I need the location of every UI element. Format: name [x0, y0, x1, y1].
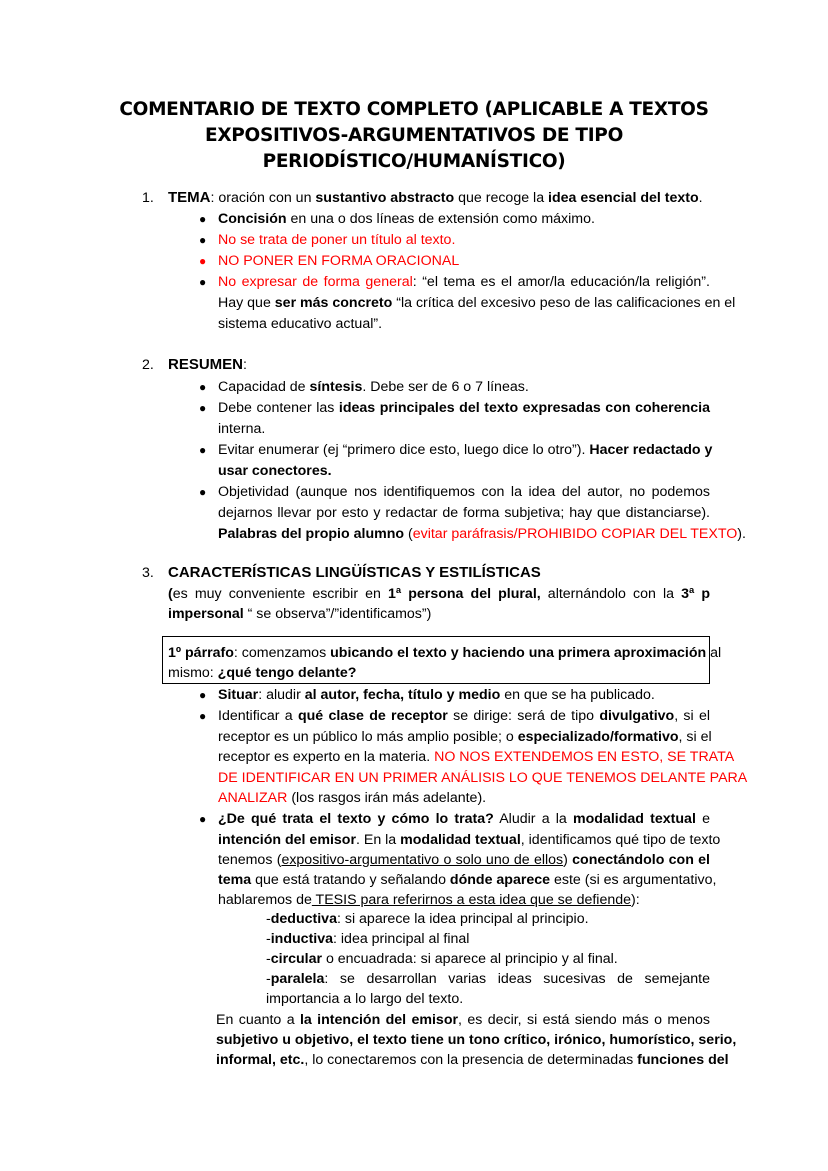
title-line: PERIODÍSTICO/HUMANÍSTICO)	[262, 151, 566, 172]
list-item: No se trata de poner un título al texto.	[218, 232, 456, 248]
bullet-icon: ●	[199, 233, 207, 247]
paragraph-line: (es muy conveniente escribir en 1ª persona del plural, alternándolo con la 3ª p	[168, 586, 710, 602]
list-item-line: DE IDENTIFICAR EN UN PRIMER ANÁLISIS LO QUE TENEMOS DELANTE PARA	[218, 770, 748, 786]
list-item: Concisión en una o dos líneas de extensión como máximo.	[218, 211, 595, 227]
list-item-line: tenemos (expositivo-argumentativo o solo uno de ellos) conectándolo con el	[218, 852, 710, 868]
bullet-icon: ●	[199, 275, 207, 289]
list-item-line: receptor es experto en la materia. NO NOS EXTENDEMOS EN ESTO, SE TRATA	[218, 749, 735, 765]
paragraph-line: En cuanto a la intención del emisor, es decir, si está siendo más o menos	[216, 1012, 710, 1028]
section-2-heading-line: RESUMEN:	[168, 356, 247, 373]
bullet-icon: ●	[199, 812, 207, 826]
sub-item: -paralela: se desarrollan varias ideas sucesivas de semejante	[266, 971, 710, 987]
section-number: 2.	[142, 357, 154, 373]
list-item: NO PONER EN FORMA ORACIONAL	[218, 253, 460, 269]
section-heading: RESUMEN	[168, 356, 244, 373]
list-item: Evitar enumerar (ej “primero dice esto, luego dice lo otro”). Hacer redactado y	[218, 442, 713, 458]
list-item: ¿De qué trata el texto y cómo lo trata? Aludir a la modalidad textual e	[218, 811, 710, 827]
list-item: Objetividad (aunque nos identifiquemos con la idea del autor, no podemos	[218, 484, 710, 500]
section-number: 1.	[142, 190, 154, 206]
list-item: No expresar de forma general: “el tema es el amor/la educación/la religión”.	[218, 274, 710, 290]
bullet-icon: ●	[199, 688, 207, 702]
list-item-line: interna.	[218, 421, 266, 437]
list-item-line: tema que está tratando y señalando dónde aparece este (si es argumentativo,	[218, 872, 717, 888]
list-item-line: sistema educativo actual”.	[218, 316, 383, 332]
list-item-line: hablaremos de TESIS para referirnos a esta idea que se defiende):	[218, 892, 640, 908]
bullet-icon: ●	[199, 212, 207, 226]
list-item: Capacidad de síntesis. Debe ser de 6 o 7 líneas.	[218, 379, 529, 395]
sub-item: -inductiva: idea principal al final	[266, 931, 470, 947]
sub-item: -circular o encuadrada: si aparece al principio y al final.	[266, 951, 618, 967]
list-item-line: Palabras del propio alumno (evitar paráfrasis/PROHIBIDO COPIAR DEL TEXTO).	[218, 526, 746, 542]
title-line: COMENTARIO DE TEXTO COMPLETO (APLICABLE A TEXTOS	[119, 99, 709, 120]
bullet-icon: ●	[199, 709, 207, 723]
list-item-line: receptor es un público lo más amplio posible; o especializado/formativo, si el	[218, 729, 712, 745]
bullet-icon: ●	[199, 254, 207, 268]
box-line: mismo: ¿qué tengo delante?	[168, 665, 357, 681]
paragraph-line: impersonal “ se observa”/”identificamos”)	[168, 606, 432, 622]
paragraph-line: subjetivo u objetivo, el texto tiene un tono crítico, irónico, humorístico, serio,	[216, 1032, 737, 1048]
list-item-line: usar conectores.	[218, 463, 332, 479]
section-heading: TEMA	[168, 189, 211, 206]
title-line: EXPOSITIVOS-ARGUMENTATIVOS DE TIPO	[205, 125, 623, 146]
section-1-heading-line: TEMA: oración con un sustantivo abstracto que recoge la idea esencial del texto.	[168, 189, 703, 206]
bullet-icon: ●	[199, 380, 207, 394]
list-item: Situar: aludir al autor, fecha, título y medio en que se ha publicado.	[218, 687, 655, 703]
list-item: Identificar a qué clase de receptor se dirige: será de tipo divulgativo, si el	[218, 708, 710, 724]
document-title	[100, 97, 728, 175]
sub-item-line: importancia a lo largo del texto.	[266, 991, 464, 1007]
box-line: 1º párrafo: comenzamos ubicando el texto y haciendo una primera aproximación al	[168, 645, 722, 661]
paragraph-line: informal, etc., lo conectaremos con la presencia de determinadas funciones del	[216, 1052, 729, 1068]
bullet-icon: ●	[199, 485, 207, 499]
bullet-icon: ●	[199, 401, 207, 415]
list-item-line: intención del emisor. En la modalidad textual, identificamos qué tipo de texto	[218, 832, 721, 848]
list-item-line: ANALIZAR (los rasgos irán más adelante).	[218, 790, 487, 806]
bullet-icon: ●	[199, 443, 207, 457]
section-heading: CARACTERÍSTICAS LINGÜÍSTICAS Y ESTILÍSTICAS	[168, 564, 541, 581]
list-item-line: Hay que ser más concreto “la crítica del excesivo peso de las calificaciones en el	[218, 295, 736, 311]
list-item: Debe contener las ideas principales del texto expresadas con coherencia	[218, 400, 710, 416]
list-item-line: dejarnos llevar por esto y redactar de forma subjetiva; hay que distanciarse).	[218, 505, 710, 521]
sub-item: -deductiva: si aparece la idea principal al principio.	[266, 911, 589, 927]
section-number: 3.	[142, 565, 154, 581]
